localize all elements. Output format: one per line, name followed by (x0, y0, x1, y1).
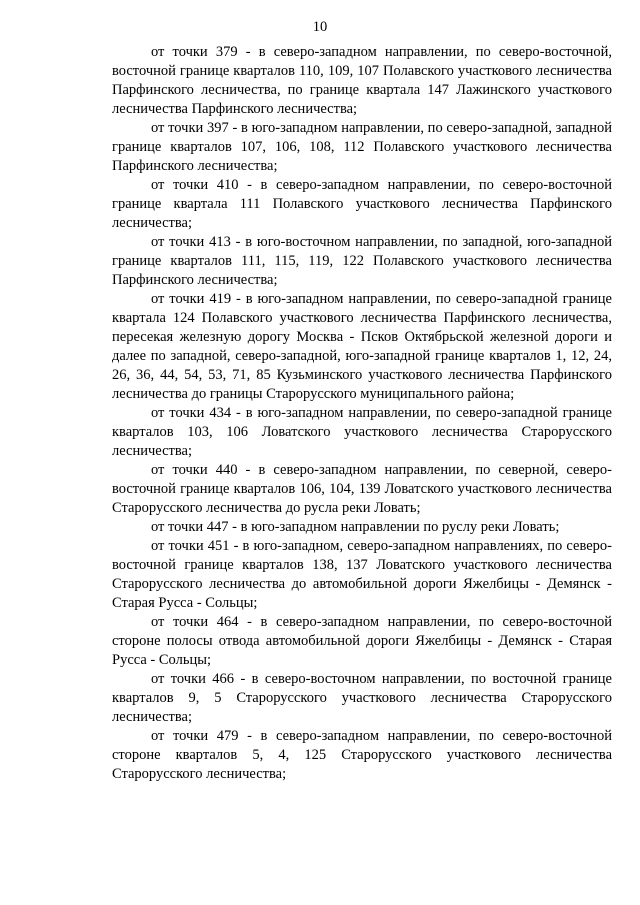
paragraph-point-451: от точки 451 - в юго-западном, северо-западном направлениях, по северо-восточной границе кварталов 138, 137 Ловатского участкового лесничества Старорусского лесничества до автомобильной дороги Яжелбицы - Демянск - Старая Русса - Сольцы; (112, 538, 612, 611)
paragraph-point-419: от точки 419 - в юго-западном направлении, по северо-западной границе квартала 124 Полавского участкового лесничества Парфинского лесничества, пересекая железную дорогу Москва - Псков Октябрьской железной дороги и далее по западной, северо-западной, юго-западной границе кварталов 1, 12, 24, 26, 36, 44, 54, 53, 71, 85 Кузьминского участкового лесничества Парфинского лесничества до границы Старорусского муниципального района; (112, 291, 612, 402)
paragraph-point-447: от точки 447 - в юго-западном направлении по руслу реки Ловать; (151, 519, 560, 535)
paragraph-point-379: от точки 379 - в северо-западном направлении, по северо-восточной, восточной границе кварталов 110, 109, 107 Полавского участкового лесничества Парфинского лесничества, по границе квартала 147 Лажинского участкового лесничества Парфинского лесничества; (112, 44, 612, 117)
paragraph-point-440: от точки 440 - в северо-западном направлении, по северной, северо-восточной границе кварталов 106, 104, 139 Ловатского участкового лесничества Старорусского лесничества до русла реки Ловать; (112, 462, 612, 516)
paragraph-point-397: от точки 397 - в юго-западном направлении, по северо-западной, западной границе кварталов 107, 106, 108, 112 Полавского участкового лесничества Парфинского лесничества; (112, 120, 612, 174)
paragraph-point-410: от точки 410 - в северо-западном направлении, по северо-восточной границе квартала 111 Полавского участкового лесничества Парфинского лесничества; (112, 177, 612, 231)
page-number: 10 (312, 19, 328, 35)
paragraph-point-413: от точки 413 - в юго-восточном направлении, по западной, юго-западной границе кварталов 111, 115, 119, 122 Полавского участкового лесничества Парфинского лесничества; (112, 234, 612, 288)
document-body (112, 43, 612, 784)
paragraph-point-479: от точки 479 - в северо-западном направлении, по северо-восточной стороне кварталов 5, 4, 125 Старорусского участкового лесничества Старорусского лесничества; (112, 728, 612, 782)
paragraph-point-434: от точки 434 - в юго-западном направлении, по северо-западной границе кварталов 103, 106 Ловатского участкового лесничества Старорусского лесничества; (112, 405, 612, 459)
paragraph-point-466: от точки 466 - в северо-восточном направлении, по восточной границе кварталов 9, 5 Старорусского участкового лесничества Старорусского лесничества; (112, 671, 612, 725)
paragraph-point-464: от точки 464 - в северо-западном направлении, по северо-восточной стороне полосы отвода автомобильной дороги Яжелбицы - Демянск - Старая Русса - Сольцы; (112, 614, 612, 668)
